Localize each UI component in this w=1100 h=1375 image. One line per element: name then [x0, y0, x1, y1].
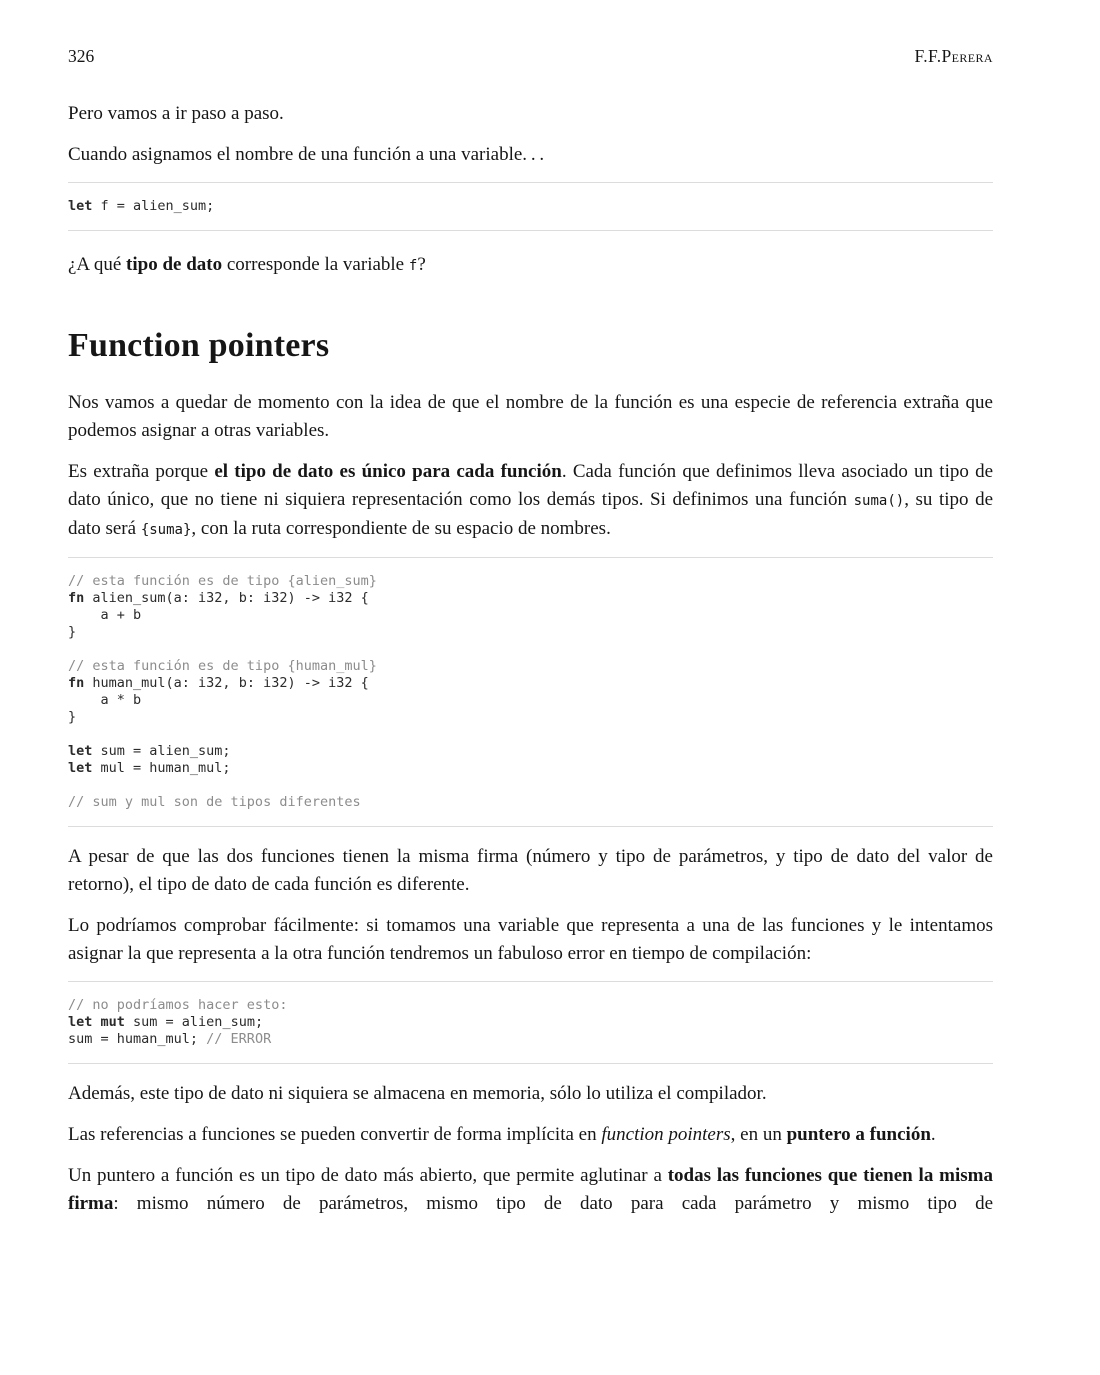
- text-segment: , en un: [730, 1124, 787, 1145]
- italic-term: function pointers: [601, 1124, 731, 1145]
- text-segment: Un puntero a función es un tipo de dato más abierto, que permite aglutinar a: [68, 1165, 668, 1186]
- code-keyword: fn: [68, 590, 85, 606]
- para-paso: Pero vamos a ir paso a paso.: [68, 103, 284, 124]
- code-text: }: [68, 709, 77, 725]
- code-text: sum = alien_sum;: [124, 1014, 264, 1030]
- code-text: alien_sum(a: i32, b: i32) -> i32 {: [84, 590, 369, 606]
- code-line: [68, 607, 993, 624]
- text-segment: , con la ruta correspondiente de su espacio de nombres.: [191, 518, 611, 539]
- code-text: a + b: [68, 607, 142, 623]
- code-line: [68, 997, 993, 1014]
- running-header-author: F.F.Perera: [914, 46, 993, 66]
- bold-emphasis: todas las funciones que tienen la misma firma: [68, 1165, 993, 1214]
- code-line-blank: [68, 726, 993, 743]
- para-ademas: Además, este tipo de dato ni siquiera se almacena en memoria, sólo lo utiliza el compilador.: [68, 1083, 767, 1104]
- text-segment: .: [930, 1124, 936, 1145]
- text-segment: Es extraña porque: [68, 461, 215, 482]
- code-text: human_mul(a: i32, b: i32) -> i32 {: [84, 675, 369, 691]
- code-line: [68, 573, 993, 590]
- text-segment: . Cada función que definimos lleva asociado un tipo de dato único, que no tiene ni siquiera representación como los demás tipos. Si definimos una función: [68, 461, 994, 510]
- bold-emphasis: tipo de dato: [126, 254, 223, 275]
- code-keyword: fn: [68, 675, 85, 691]
- question-pre: ¿A qué: [68, 254, 127, 275]
- code-line: [68, 692, 993, 709]
- text-segment: Las referencias a funciones se pueden convertir de forma implícita en: [68, 1124, 602, 1145]
- code-line: [68, 624, 993, 641]
- para-a-pesar: A pesar de que las dos funciones tienen la misma firma (número y tipo de parámetros, y tipo de dato del valor de retorno), el tipo de dato de cada función es diferente.: [68, 846, 993, 895]
- para-referencias: [68, 1121, 993, 1149]
- page-number: 326: [68, 46, 95, 66]
- code-line: [68, 794, 993, 811]
- code-keyword: let: [68, 743, 93, 759]
- para-nos-vamos: Nos vamos a quedar de momento con la idea de que el nombre de la función es una especie de referencia extraña que podemos asignar a otras variables.: [68, 392, 993, 441]
- text-segment: , su tipo de dato será: [68, 489, 993, 539]
- running-header: [68, 46, 993, 68]
- code-keyword: let mut: [68, 1014, 125, 1030]
- section-heading: Function pointers: [68, 327, 330, 364]
- para-comprobar: Lo podríamos comprobar fácilmente: si tomamos una variable que representa a una de las funciones y le intentamos asignar la que representa a la otra función tendremos un fabuloso error en tiempo de compilación:: [68, 915, 993, 964]
- code-line: [68, 1031, 993, 1048]
- code-line: [68, 590, 993, 607]
- code-comment: // esta función es de tipo {alien_sum}: [68, 573, 377, 589]
- inline-code: suma(): [853, 493, 905, 509]
- code-line: [68, 1014, 993, 1031]
- code-text: a * b: [68, 692, 142, 708]
- code-line: [68, 198, 993, 215]
- code-line-blank: [68, 777, 993, 794]
- code-comment: // esta función es de tipo {human_mul}: [68, 658, 377, 674]
- code-text: sum = alien_sum;: [92, 743, 231, 759]
- code-text: sum = human_mul;: [68, 1031, 207, 1047]
- bold-emphasis: el tipo de dato es único para cada función: [214, 461, 562, 482]
- question-post: ?: [417, 254, 426, 275]
- code-block-tipos: [68, 557, 993, 827]
- code-line: [68, 760, 993, 777]
- code-keyword: let: [68, 760, 93, 776]
- code-comment: // sum y mul son de tipos diferentes: [68, 794, 361, 810]
- code-line: [68, 658, 993, 675]
- para-pregunta: [68, 251, 993, 280]
- code-line: [68, 709, 993, 726]
- para-es-extrana: [68, 458, 993, 544]
- para-cuando: Cuando asignamos el nombre de una función a una variable. . .: [68, 144, 545, 165]
- text-segment: : mismo número de parámetros, mismo tipo de dato para cada parámetro y mismo tipo de: [113, 1193, 993, 1214]
- question-mid: corresponde la variable: [222, 254, 409, 275]
- inline-code: f: [408, 258, 418, 274]
- code-comment: // ERROR: [206, 1031, 272, 1047]
- code-line-blank: [68, 641, 993, 658]
- code-text: }: [68, 624, 77, 640]
- code-text: mul = human_mul;: [92, 760, 231, 776]
- code-text: f = alien_sum;: [92, 198, 215, 214]
- inline-code: {suma}: [140, 522, 192, 538]
- para-puntero: [68, 1162, 993, 1218]
- code-block-error: [68, 981, 993, 1064]
- code-block-let-f: [68, 182, 993, 231]
- code-keyword: let: [68, 198, 93, 214]
- code-line: [68, 675, 993, 692]
- code-line: [68, 743, 993, 760]
- code-comment: // no podríamos hacer esto:: [68, 997, 288, 1013]
- bold-emphasis: puntero a función: [786, 1124, 931, 1145]
